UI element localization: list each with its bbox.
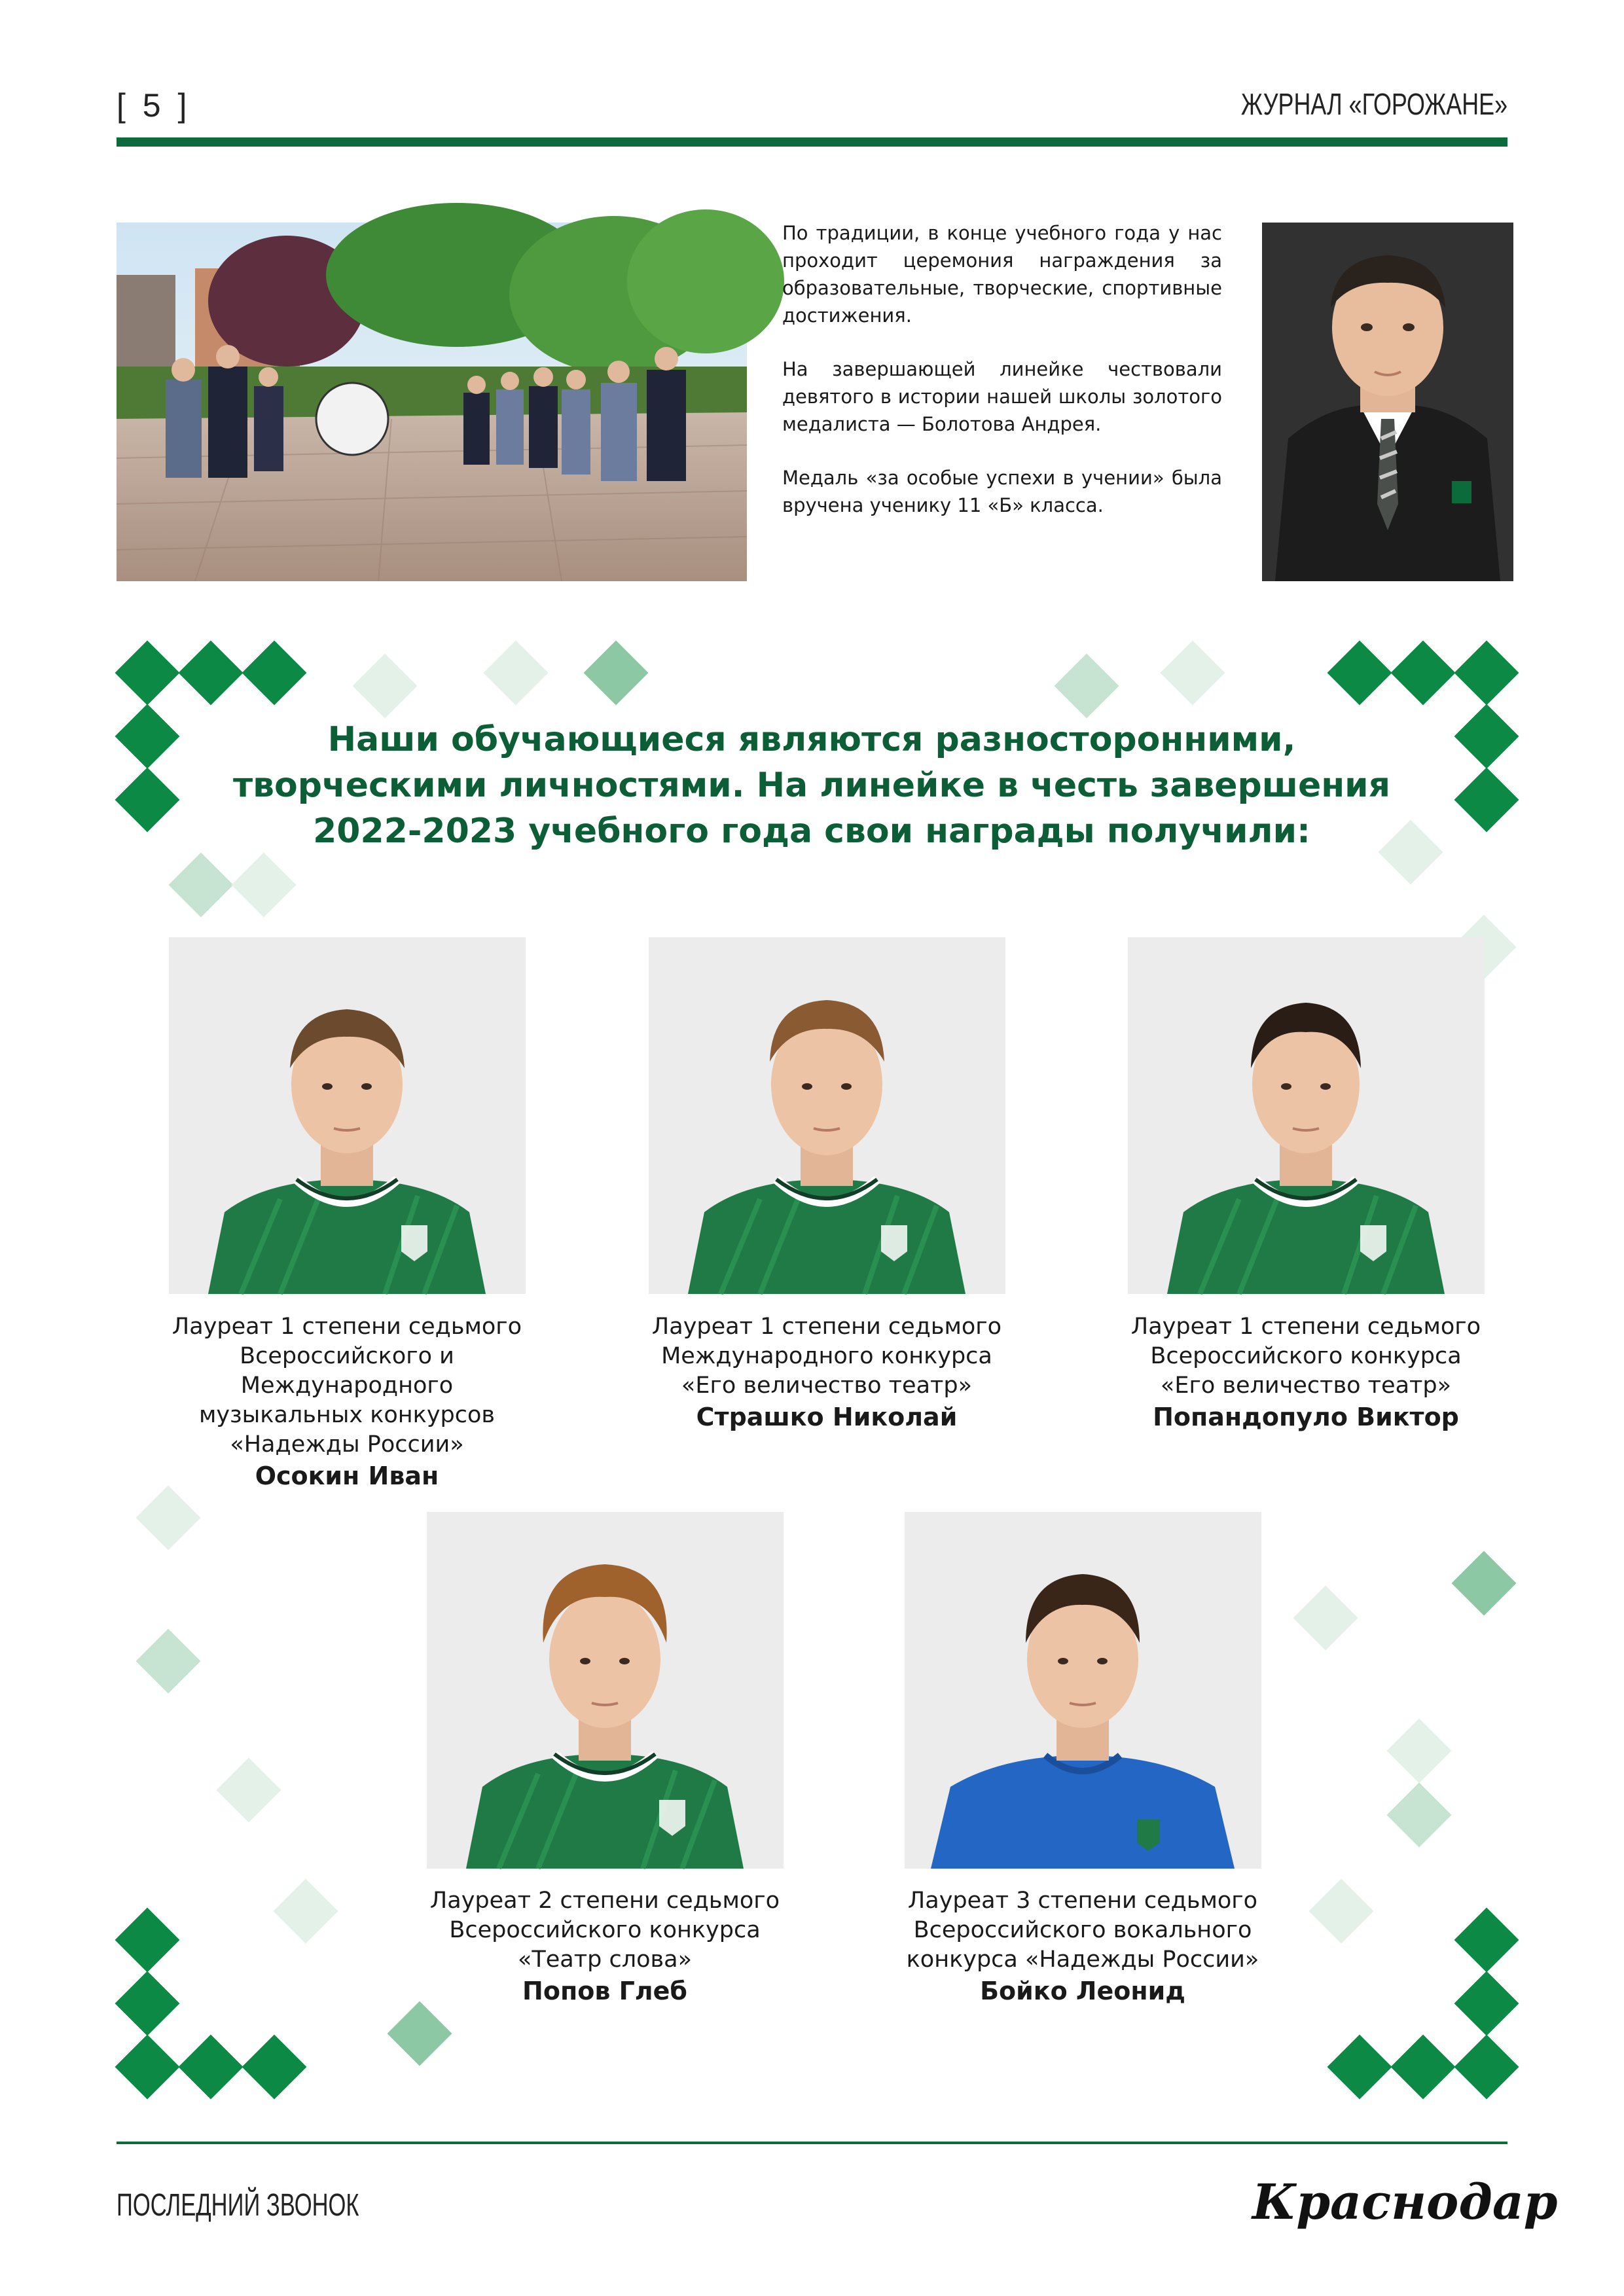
diamond-icon xyxy=(115,768,180,833)
award-line: Лауреат 3 степени седьмого xyxy=(907,1888,1258,1914)
student-photo xyxy=(649,937,1005,1294)
page-number: [ 5 ] xyxy=(117,87,191,124)
intro-paragraph: По традиции, в конце учебного года у нас проходит церемония награждения за образовательные, творческие, спортивные достижения. xyxy=(782,222,1222,327)
diamond-icon xyxy=(136,1486,201,1551)
student-name: Бойко Леонид xyxy=(980,1977,1185,2005)
diamond-icon xyxy=(136,1629,201,1694)
diamond-icon xyxy=(1454,1908,1519,1973)
headline-line: творческими личностями. На линейке в честь завершения xyxy=(233,766,1390,805)
award-line: Всероссийского конкурса xyxy=(1150,1343,1462,1369)
diamond-icon xyxy=(1293,1586,1358,1651)
diamond-icon xyxy=(1391,641,1456,706)
award-line: Всероссийского конкурса xyxy=(449,1917,761,1943)
diamond-icon xyxy=(1454,704,1519,769)
diamond-icon xyxy=(242,2035,307,2100)
diamond-icon xyxy=(1391,2035,1456,2100)
diamond-icon xyxy=(1452,1551,1517,1616)
diamond-icon xyxy=(1327,2035,1392,2100)
student-name: Осокин Иван xyxy=(255,1462,439,1490)
award-line: конкурса «Надежды России» xyxy=(906,1946,1259,1973)
diamond-icon xyxy=(1387,1783,1452,1848)
student-name: Попандопуло Виктор xyxy=(1153,1403,1459,1431)
diamond-icon xyxy=(1387,1719,1452,1784)
krasnodar-logo xyxy=(1247,2165,1558,2244)
diamond-icon xyxy=(1454,768,1519,833)
diamond-icon xyxy=(179,641,244,706)
diamond-icon xyxy=(169,853,234,918)
student-caption xyxy=(395,1886,814,2007)
diamond-icon xyxy=(115,1908,180,1973)
logo-text: Краснодар xyxy=(1252,2174,1558,2231)
intro-text xyxy=(782,219,1222,545)
intro-paragraph: На завершающей линейке чествовали девятого в истории нашей школы золотого медалиста — Болотова Андрея. xyxy=(782,358,1222,435)
award-line: «Его величество театр» xyxy=(1160,1372,1452,1399)
ceremony-photo xyxy=(117,223,747,581)
student-caption xyxy=(873,1886,1292,2007)
diamond-icon xyxy=(115,1971,180,2036)
student-photo xyxy=(905,1512,1261,1869)
journal-title: ЖУРНАЛ «ГОРОЖАНЕ» xyxy=(1240,87,1507,121)
student-name: Страшко Николай xyxy=(696,1403,958,1431)
headline-line: 2022-2023 учебного года свои награды получили: xyxy=(313,812,1310,851)
diamond-icon xyxy=(1161,641,1225,706)
diamond-icon xyxy=(1309,1879,1374,1944)
diamond-icon xyxy=(217,1758,281,1823)
diamond-icon xyxy=(353,654,418,719)
diamond-icon xyxy=(1454,2035,1519,2100)
diamond-icon xyxy=(274,1879,338,1944)
student-caption xyxy=(1096,1312,1515,1433)
award-line: Всероссийского вокального xyxy=(913,1917,1252,1943)
student-photo xyxy=(169,937,526,1294)
student-caption xyxy=(137,1312,556,1492)
diamond-icon xyxy=(232,853,297,918)
student-caption xyxy=(617,1312,1036,1433)
headline xyxy=(190,717,1434,854)
diamond-icon xyxy=(179,2035,244,2100)
headline-line: Наши обучающиеся являются разносторонними, xyxy=(327,720,1296,759)
award-line: «Надежды России» xyxy=(230,1431,464,1458)
section-title: ПОСЛЕДНИЙ ЗВОНОК xyxy=(117,2188,359,2223)
diamond-icon xyxy=(1454,1971,1519,2036)
diamond-icon xyxy=(1055,654,1119,719)
diamond-icon xyxy=(1327,641,1392,706)
award-line: Лауреат 1 степени седьмого xyxy=(171,1314,522,1340)
intro-paragraph: Медаль «за особые успехи в учении» была вручена ученику 11 «Б» класса. xyxy=(782,467,1222,516)
award-line: Лауреат 2 степени седьмого xyxy=(429,1888,780,1914)
student-name: Попов Глеб xyxy=(522,1977,687,2005)
footer-rule xyxy=(117,2142,1507,2144)
medalist-portrait xyxy=(1262,223,1513,581)
diamond-icon xyxy=(584,641,649,706)
diamond-icon xyxy=(242,641,307,706)
award-line: «Его величество театр» xyxy=(681,1372,973,1399)
award-line: Международного конкурса xyxy=(661,1343,992,1369)
student-photo xyxy=(427,1512,784,1869)
header-rule xyxy=(117,137,1507,147)
diamond-icon xyxy=(115,704,180,769)
diamond-icon xyxy=(115,641,180,706)
diamond-icon xyxy=(388,2001,452,2066)
diamond-icon xyxy=(115,2035,180,2100)
diamond-icon xyxy=(484,641,549,706)
award-line: музыкальных конкурсов xyxy=(198,1402,496,1428)
award-line: «Театр слова» xyxy=(517,1946,693,1973)
student-photo xyxy=(1128,937,1485,1294)
award-line: Лауреат 1 степени седьмого xyxy=(651,1314,1002,1340)
diamond-icon xyxy=(1454,641,1519,706)
award-line: Лауреат 1 степени седьмого xyxy=(1130,1314,1481,1340)
award-line: Всероссийского и Международного xyxy=(240,1343,454,1399)
